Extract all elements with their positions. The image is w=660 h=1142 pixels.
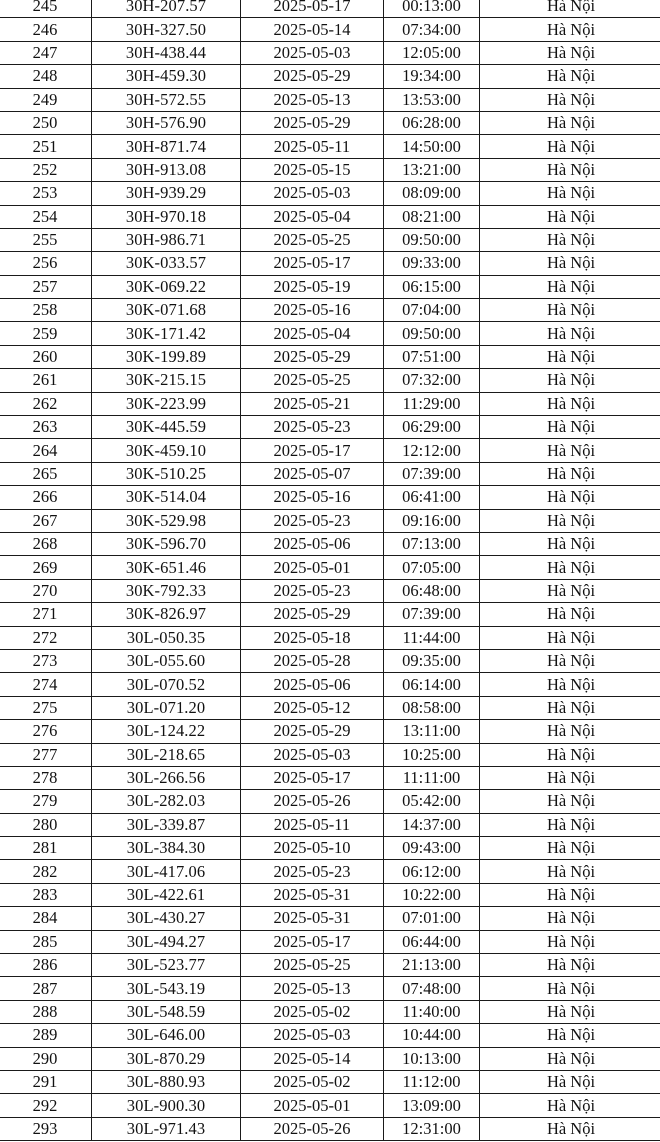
location-cell: Hà Nội xyxy=(480,1094,660,1117)
time-cell: 14:50:00 xyxy=(384,135,480,158)
location-cell: Hà Nội xyxy=(480,1024,660,1047)
row-number-cell: 254 xyxy=(0,205,92,228)
date-cell: 2025-05-16 xyxy=(241,486,384,509)
row-number-cell: 258 xyxy=(0,299,92,322)
plate-number-cell: 30L-417.06 xyxy=(92,860,241,883)
table-row xyxy=(0,743,660,766)
location-cell: Hà Nội xyxy=(480,1000,660,1023)
table-row xyxy=(0,228,660,251)
date-cell: 2025-05-02 xyxy=(241,1000,384,1023)
plate-number-cell: 30L-218.65 xyxy=(92,743,241,766)
date-cell: 2025-05-29 xyxy=(241,603,384,626)
plate-number-cell: 30L-543.19 xyxy=(92,977,241,1000)
row-number-cell: 287 xyxy=(0,977,92,1000)
plate-number-cell: 30H-986.71 xyxy=(92,228,241,251)
row-number-cell: 271 xyxy=(0,603,92,626)
time-cell: 07:05:00 xyxy=(384,556,480,579)
date-cell: 2025-05-21 xyxy=(241,392,384,415)
table-row xyxy=(0,205,660,228)
table-row xyxy=(0,790,660,813)
date-cell: 2025-05-12 xyxy=(241,696,384,719)
table-row xyxy=(0,1000,660,1023)
table-row xyxy=(0,860,660,883)
date-cell: 2025-05-23 xyxy=(241,509,384,532)
location-cell: Hà Nội xyxy=(480,0,660,18)
location-cell: Hà Nội xyxy=(480,275,660,298)
time-cell: 13:11:00 xyxy=(384,720,480,743)
plate-number-cell: 30K-215.15 xyxy=(92,369,241,392)
row-number-cell: 286 xyxy=(0,954,92,977)
time-cell: 06:48:00 xyxy=(384,579,480,602)
time-cell: 07:39:00 xyxy=(384,603,480,626)
table-row xyxy=(0,579,660,602)
table-row xyxy=(0,135,660,158)
date-cell: 2025-05-10 xyxy=(241,837,384,860)
location-cell: Hà Nội xyxy=(480,416,660,439)
plate-number-cell: 30H-327.50 xyxy=(92,18,241,41)
location-cell: Hà Nội xyxy=(480,322,660,345)
plate-number-cell: 30H-576.90 xyxy=(92,111,241,134)
time-cell: 07:48:00 xyxy=(384,977,480,1000)
plate-number-cell: 30K-514.04 xyxy=(92,486,241,509)
row-number-cell: 275 xyxy=(0,696,92,719)
table-row xyxy=(0,322,660,345)
plate-number-cell: 30K-510.25 xyxy=(92,462,241,485)
time-cell: 07:04:00 xyxy=(384,299,480,322)
date-cell: 2025-05-31 xyxy=(241,907,384,930)
table-row xyxy=(0,673,660,696)
date-cell: 2025-05-13 xyxy=(241,88,384,111)
table-row xyxy=(0,88,660,111)
table-row xyxy=(0,1047,660,1070)
time-cell: 08:09:00 xyxy=(384,182,480,205)
table-row xyxy=(0,532,660,555)
table-row xyxy=(0,252,660,275)
location-cell: Hà Nội xyxy=(480,837,660,860)
plate-number-cell: 30K-529.98 xyxy=(92,509,241,532)
time-cell: 09:50:00 xyxy=(384,322,480,345)
location-cell: Hà Nội xyxy=(480,135,660,158)
date-cell: 2025-05-06 xyxy=(241,532,384,555)
plate-number-cell: 30L-282.03 xyxy=(92,790,241,813)
location-cell: Hà Nội xyxy=(480,1070,660,1093)
time-cell: 09:50:00 xyxy=(384,228,480,251)
table-row xyxy=(0,416,660,439)
row-number-cell: 273 xyxy=(0,649,92,672)
date-cell: 2025-05-23 xyxy=(241,579,384,602)
location-cell: Hà Nội xyxy=(480,603,660,626)
time-cell: 06:15:00 xyxy=(384,275,480,298)
date-cell: 2025-05-13 xyxy=(241,977,384,1000)
time-cell: 09:35:00 xyxy=(384,649,480,672)
time-cell: 12:12:00 xyxy=(384,439,480,462)
time-cell: 11:29:00 xyxy=(384,392,480,415)
time-cell: 10:44:00 xyxy=(384,1024,480,1047)
row-number-cell: 282 xyxy=(0,860,92,883)
location-cell: Hà Nội xyxy=(480,954,660,977)
plate-number-cell: 30L-900.30 xyxy=(92,1094,241,1117)
location-cell: Hà Nội xyxy=(480,673,660,696)
plate-number-cell: 30L-422.61 xyxy=(92,883,241,906)
row-number-cell: 277 xyxy=(0,743,92,766)
row-number-cell: 293 xyxy=(0,1117,92,1140)
row-number-cell: 262 xyxy=(0,392,92,415)
time-cell: 07:01:00 xyxy=(384,907,480,930)
row-number-cell: 281 xyxy=(0,837,92,860)
table-row xyxy=(0,837,660,860)
time-cell: 09:43:00 xyxy=(384,837,480,860)
location-cell: Hà Nội xyxy=(480,88,660,111)
plate-number-cell: 30K-792.33 xyxy=(92,579,241,602)
table-row xyxy=(0,977,660,1000)
plate-number-cell: 30L-870.29 xyxy=(92,1047,241,1070)
time-cell: 13:53:00 xyxy=(384,88,480,111)
table-row xyxy=(0,1024,660,1047)
plate-number-cell: 30L-971.43 xyxy=(92,1117,241,1140)
date-cell: 2025-05-16 xyxy=(241,299,384,322)
location-cell: Hà Nội xyxy=(480,345,660,368)
table-row xyxy=(0,766,660,789)
location-cell: Hà Nội xyxy=(480,41,660,64)
date-cell: 2025-05-03 xyxy=(241,182,384,205)
location-cell: Hà Nội xyxy=(480,1117,660,1140)
location-cell: Hà Nội xyxy=(480,65,660,88)
date-cell: 2025-05-01 xyxy=(241,556,384,579)
location-cell: Hà Nội xyxy=(480,907,660,930)
row-number-cell: 278 xyxy=(0,766,92,789)
table-row xyxy=(0,556,660,579)
time-cell: 07:13:00 xyxy=(384,532,480,555)
date-cell: 2025-05-17 xyxy=(241,252,384,275)
row-number-cell: 246 xyxy=(0,18,92,41)
date-cell: 2025-05-29 xyxy=(241,111,384,134)
table-row xyxy=(0,0,660,18)
plate-number-cell: 30K-459.10 xyxy=(92,439,241,462)
row-number-cell: 285 xyxy=(0,930,92,953)
row-number-cell: 284 xyxy=(0,907,92,930)
plate-number-cell: 30K-199.89 xyxy=(92,345,241,368)
row-number-cell: 280 xyxy=(0,813,92,836)
row-number-cell: 247 xyxy=(0,41,92,64)
date-cell: 2025-05-23 xyxy=(241,860,384,883)
plate-number-cell: 30H-913.08 xyxy=(92,158,241,181)
time-cell: 07:39:00 xyxy=(384,462,480,485)
table-row xyxy=(0,158,660,181)
row-number-cell: 255 xyxy=(0,228,92,251)
table-row xyxy=(0,883,660,906)
location-cell: Hà Nội xyxy=(480,509,660,532)
row-number-cell: 260 xyxy=(0,345,92,368)
table-row xyxy=(0,930,660,953)
time-cell: 19:34:00 xyxy=(384,65,480,88)
time-cell: 05:42:00 xyxy=(384,790,480,813)
row-number-cell: 274 xyxy=(0,673,92,696)
row-number-cell: 251 xyxy=(0,135,92,158)
location-cell: Hà Nội xyxy=(480,720,660,743)
date-cell: 2025-05-04 xyxy=(241,322,384,345)
location-cell: Hà Nội xyxy=(480,977,660,1000)
location-cell: Hà Nội xyxy=(480,556,660,579)
time-cell: 06:14:00 xyxy=(384,673,480,696)
table-row xyxy=(0,649,660,672)
row-number-cell: 257 xyxy=(0,275,92,298)
location-cell: Hà Nội xyxy=(480,158,660,181)
row-number-cell: 288 xyxy=(0,1000,92,1023)
time-cell: 06:29:00 xyxy=(384,416,480,439)
location-cell: Hà Nội xyxy=(480,392,660,415)
table-row xyxy=(0,486,660,509)
time-cell: 11:40:00 xyxy=(384,1000,480,1023)
table-row xyxy=(0,462,660,485)
date-cell: 2025-05-19 xyxy=(241,275,384,298)
time-cell: 09:16:00 xyxy=(384,509,480,532)
date-cell: 2025-05-18 xyxy=(241,626,384,649)
row-number-cell: 249 xyxy=(0,88,92,111)
plate-number-cell: 30L-430.27 xyxy=(92,907,241,930)
plate-number-cell: 30L-071.20 xyxy=(92,696,241,719)
location-cell: Hà Nội xyxy=(480,930,660,953)
time-cell: 14:37:00 xyxy=(384,813,480,836)
location-cell: Hà Nội xyxy=(480,1047,660,1070)
time-cell: 10:22:00 xyxy=(384,883,480,906)
table-row xyxy=(0,299,660,322)
time-cell: 11:12:00 xyxy=(384,1070,480,1093)
time-cell: 06:41:00 xyxy=(384,486,480,509)
row-number-cell: 261 xyxy=(0,369,92,392)
location-cell: Hà Nội xyxy=(480,743,660,766)
row-number-cell: 259 xyxy=(0,322,92,345)
location-cell: Hà Nội xyxy=(480,766,660,789)
plate-number-cell: 30L-384.30 xyxy=(92,837,241,860)
time-cell: 08:21:00 xyxy=(384,205,480,228)
date-cell: 2025-05-26 xyxy=(241,1117,384,1140)
date-cell: 2025-05-11 xyxy=(241,135,384,158)
row-number-cell: 289 xyxy=(0,1024,92,1047)
location-cell: Hà Nội xyxy=(480,532,660,555)
plate-number-cell: 30L-339.87 xyxy=(92,813,241,836)
date-cell: 2025-05-29 xyxy=(241,720,384,743)
location-cell: Hà Nội xyxy=(480,252,660,275)
location-cell: Hà Nội xyxy=(480,18,660,41)
date-cell: 2025-05-03 xyxy=(241,1024,384,1047)
location-cell: Hà Nội xyxy=(480,626,660,649)
row-number-cell: 276 xyxy=(0,720,92,743)
time-cell: 00:13:00 xyxy=(384,0,480,18)
time-cell: 10:13:00 xyxy=(384,1047,480,1070)
time-cell: 21:13:00 xyxy=(384,954,480,977)
plate-number-cell: 30K-171.42 xyxy=(92,322,241,345)
date-cell: 2025-05-25 xyxy=(241,369,384,392)
plate-number-cell: 30H-939.29 xyxy=(92,182,241,205)
date-cell: 2025-05-01 xyxy=(241,1094,384,1117)
time-cell: 12:31:00 xyxy=(384,1117,480,1140)
date-cell: 2025-05-25 xyxy=(241,954,384,977)
row-number-cell: 250 xyxy=(0,111,92,134)
time-cell: 07:32:00 xyxy=(384,369,480,392)
table-row xyxy=(0,1070,660,1093)
date-cell: 2025-05-29 xyxy=(241,345,384,368)
row-number-cell: 264 xyxy=(0,439,92,462)
table-row xyxy=(0,509,660,532)
plate-number-cell: 30L-494.27 xyxy=(92,930,241,953)
plate-number-cell: 30H-438.44 xyxy=(92,41,241,64)
location-cell: Hà Nội xyxy=(480,111,660,134)
location-cell: Hà Nội xyxy=(480,205,660,228)
location-cell: Hà Nội xyxy=(480,696,660,719)
table-row xyxy=(0,907,660,930)
row-number-cell: 279 xyxy=(0,790,92,813)
plate-number-cell: 30L-070.52 xyxy=(92,673,241,696)
plate-number-cell: 30K-033.57 xyxy=(92,252,241,275)
date-cell: 2025-05-03 xyxy=(241,743,384,766)
time-cell: 11:44:00 xyxy=(384,626,480,649)
plate-number-cell: 30L-548.59 xyxy=(92,1000,241,1023)
plate-number-cell: 30H-871.74 xyxy=(92,135,241,158)
row-number-cell: 256 xyxy=(0,252,92,275)
time-cell: 13:21:00 xyxy=(384,158,480,181)
table-row xyxy=(0,1117,660,1140)
date-cell: 2025-05-29 xyxy=(241,65,384,88)
plate-number-cell: 30H-970.18 xyxy=(92,205,241,228)
plate-number-cell: 30H-459.30 xyxy=(92,65,241,88)
time-cell: 12:05:00 xyxy=(384,41,480,64)
plate-number-cell: 30L-880.93 xyxy=(92,1070,241,1093)
location-cell: Hà Nội xyxy=(480,649,660,672)
date-cell: 2025-05-04 xyxy=(241,205,384,228)
table-row xyxy=(0,954,660,977)
location-cell: Hà Nội xyxy=(480,182,660,205)
location-cell: Hà Nội xyxy=(480,369,660,392)
date-cell: 2025-05-07 xyxy=(241,462,384,485)
table-row xyxy=(0,392,660,415)
plate-number-cell: 30K-826.97 xyxy=(92,603,241,626)
location-cell: Hà Nội xyxy=(480,486,660,509)
time-cell: 11:11:00 xyxy=(384,766,480,789)
row-number-cell: 292 xyxy=(0,1094,92,1117)
row-number-cell: 263 xyxy=(0,416,92,439)
date-cell: 2025-05-31 xyxy=(241,883,384,906)
table-row xyxy=(0,18,660,41)
location-cell: Hà Nội xyxy=(480,299,660,322)
location-cell: Hà Nội xyxy=(480,813,660,836)
plate-number-cell: 30K-596.70 xyxy=(92,532,241,555)
date-cell: 2025-05-23 xyxy=(241,416,384,439)
row-number-cell: 267 xyxy=(0,509,92,532)
time-cell: 07:51:00 xyxy=(384,345,480,368)
date-cell: 2025-05-17 xyxy=(241,439,384,462)
row-number-cell: 253 xyxy=(0,182,92,205)
plate-number-cell: 30L-124.22 xyxy=(92,720,241,743)
plate-number-cell: 30L-266.56 xyxy=(92,766,241,789)
row-number-cell: 248 xyxy=(0,65,92,88)
location-cell: Hà Nội xyxy=(480,790,660,813)
plate-number-cell: 30L-055.60 xyxy=(92,649,241,672)
time-cell: 07:34:00 xyxy=(384,18,480,41)
row-number-cell: 291 xyxy=(0,1070,92,1093)
table-row xyxy=(0,626,660,649)
table-row xyxy=(0,813,660,836)
location-cell: Hà Nội xyxy=(480,439,660,462)
plate-number-cell: 30K-071.68 xyxy=(92,299,241,322)
table-row xyxy=(0,65,660,88)
date-cell: 2025-05-17 xyxy=(241,0,384,18)
plate-number-cell: 30L-646.00 xyxy=(92,1024,241,1047)
row-number-cell: 290 xyxy=(0,1047,92,1070)
table-row xyxy=(0,1094,660,1117)
row-number-cell: 270 xyxy=(0,579,92,602)
plate-number-cell: 30K-445.59 xyxy=(92,416,241,439)
time-cell: 06:12:00 xyxy=(384,860,480,883)
location-cell: Hà Nội xyxy=(480,462,660,485)
plate-number-cell: 30L-050.35 xyxy=(92,626,241,649)
row-number-cell: 265 xyxy=(0,462,92,485)
plate-number-cell: 30K-223.99 xyxy=(92,392,241,415)
date-cell: 2025-05-14 xyxy=(241,18,384,41)
table-row xyxy=(0,275,660,298)
row-number-cell: 266 xyxy=(0,486,92,509)
table-row xyxy=(0,720,660,743)
time-cell: 13:09:00 xyxy=(384,1094,480,1117)
row-number-cell: 269 xyxy=(0,556,92,579)
location-cell: Hà Nội xyxy=(480,860,660,883)
date-cell: 2025-05-11 xyxy=(241,813,384,836)
table-row xyxy=(0,182,660,205)
location-cell: Hà Nội xyxy=(480,228,660,251)
date-cell: 2025-05-15 xyxy=(241,158,384,181)
location-cell: Hà Nội xyxy=(480,579,660,602)
table-row xyxy=(0,41,660,64)
table-row xyxy=(0,345,660,368)
date-cell: 2025-05-28 xyxy=(241,649,384,672)
table-row xyxy=(0,439,660,462)
time-cell: 08:58:00 xyxy=(384,696,480,719)
date-cell: 2025-05-14 xyxy=(241,1047,384,1070)
plate-number-cell: 30K-651.46 xyxy=(92,556,241,579)
date-cell: 2025-05-25 xyxy=(241,228,384,251)
table-row xyxy=(0,603,660,626)
row-number-cell: 245 xyxy=(0,0,92,18)
location-cell: Hà Nội xyxy=(480,883,660,906)
plate-number-cell: 30L-523.77 xyxy=(92,954,241,977)
plate-number-cell: 30K-069.22 xyxy=(92,275,241,298)
time-cell: 06:28:00 xyxy=(384,111,480,134)
row-number-cell: 272 xyxy=(0,626,92,649)
table-row xyxy=(0,111,660,134)
date-cell: 2025-05-26 xyxy=(241,790,384,813)
row-number-cell: 283 xyxy=(0,883,92,906)
date-cell: 2025-05-06 xyxy=(241,673,384,696)
date-cell: 2025-05-03 xyxy=(241,41,384,64)
table-row xyxy=(0,369,660,392)
time-cell: 06:44:00 xyxy=(384,930,480,953)
table-row xyxy=(0,696,660,719)
date-cell: 2025-05-17 xyxy=(241,766,384,789)
time-cell: 10:25:00 xyxy=(384,743,480,766)
time-cell: 09:33:00 xyxy=(384,252,480,275)
row-number-cell: 268 xyxy=(0,532,92,555)
plate-number-cell: 30H-572.55 xyxy=(92,88,241,111)
date-cell: 2025-05-02 xyxy=(241,1070,384,1093)
date-cell: 2025-05-17 xyxy=(241,930,384,953)
plate-number-cell: 30H-207.57 xyxy=(92,0,241,18)
row-number-cell: 252 xyxy=(0,158,92,181)
